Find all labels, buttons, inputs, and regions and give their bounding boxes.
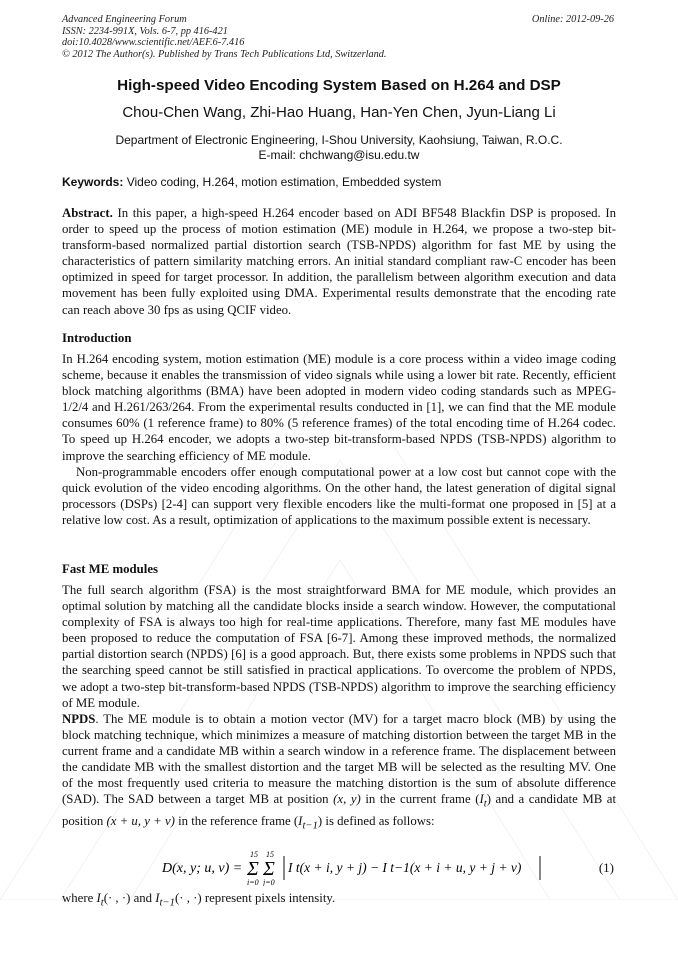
where-tail: represent pixels intensity.	[204, 891, 336, 905]
where-it1-sub: t−1	[159, 897, 175, 909]
abstract	[62, 205, 616, 318]
journal-header	[62, 14, 614, 60]
sum-icon-2: Σ	[263, 858, 275, 880]
eq-body: I t(x + i, y + j) − I t−1(x + i + u, y + j + v)	[288, 860, 522, 875]
where-text: where	[62, 891, 94, 905]
position-xy: (x, y)	[333, 792, 361, 807]
equation-1	[62, 850, 616, 886]
affiliation	[62, 133, 616, 163]
email-line: E-mail: chchwang@isu.edu.tw	[258, 148, 420, 162]
issn-line: ISSN: 2234-991X, Vols. 6-7, pp 416-421	[62, 25, 228, 37]
frame-it1: I	[298, 813, 303, 828]
affiliation-line: Department of Electronic Engineering, I-Shou University, Kaohsiung, Taiwan, R.O.C.	[115, 133, 563, 147]
where-and: and	[133, 891, 153, 905]
npds-label: NPDS	[62, 711, 96, 726]
where-args-2: (· , ·)	[175, 891, 202, 905]
keywords	[62, 175, 616, 189]
eq-sum-bot-2: j=0	[263, 878, 275, 886]
doi-line: doi:10.4028/www.scientific.net/AEF.6-7.416	[62, 37, 245, 48]
npds-text-3: ) and a candidate MB at position	[62, 792, 617, 828]
equation-graphic	[62, 850, 542, 886]
paper-authors: Chou-Chen Wang, Zhi-Hao Huang, Han-Yen Chen, Jyun-Liang Li	[122, 104, 556, 121]
introduction-paragraph-2: Non-programmable encoders offer enough computational power at a low cost but cannot cope with the quick evolution of the video encoding algorithms. On the other hand, the latest generation of digital signal processors (DSPs) [2-4] can support very flexible encoders like the multi-format one proposed in [5] at a relative low cost. As a result, optimization of applications to the maximum possible extent is necessary.	[62, 464, 616, 527]
abstract-text: In this paper, a high-speed H.264 encoder based on ADI BF548 Blackfin DSP is proposed. In order to speed up the process of motion estimation (ME) module in H.264, we propose a two-step bit-transform-based normalized partial distortion search (TSB-NPDS) algorithm for fast ME by using the characteristics of pattern similarity matching errors. An initial standard compliant raw-C encoder has been optimized in speed for target processor. In addition, the parallelism between algorithm execution and data movement has been fully exploited using DMA. Experimental results demonstrate that the encoding rate can reach above 30 fps as using QCIF video.	[62, 206, 616, 317]
npds-text: . The ME module is to obtain a motion vector (MV) for a target macro block (MB) by using the block matching technique, which minimizes a measure of matching distortion between the target MB in the current frame and a candidate MB within a search window in a reference frame. The displacement between the candidate MB with the smallest distortion and the target MB will be selected as the resulting MV. One of the most frequently used criteria to measure the matching distortion is the sum of absolute difference (SAD). The SAD between a target MB at position	[62, 711, 616, 807]
frame-it: I	[479, 792, 484, 807]
eq-sum-top-1: 15	[250, 850, 258, 859]
introduction-body	[62, 351, 616, 528]
sum-icon-1: Σ	[247, 858, 259, 880]
abstract-label: Abstract.	[62, 206, 113, 220]
equation-number: (1)	[598, 860, 614, 875]
where-args-1: (· , ·)	[103, 891, 131, 905]
npds-paragraph	[62, 711, 616, 835]
defined-text: is defined as follows:	[325, 813, 435, 828]
where-it1: I	[155, 891, 160, 905]
npds-text-2: in the current frame (	[365, 792, 480, 807]
fast-me-heading: Fast ME modules	[62, 562, 158, 576]
keywords-text: Video coding, H.264, motion estimation, Embedded system	[126, 175, 442, 189]
online-date: Online: 2012-09-26	[531, 14, 614, 25]
frame-it1-sub: t−1	[302, 820, 318, 832]
frame-it-sub: t	[483, 798, 487, 810]
where-it-sub: t	[100, 897, 104, 909]
introduction-heading: Introduction	[62, 331, 132, 345]
where-it: I	[96, 891, 101, 905]
paper-title: High-speed Video Encoding System Based on H.264 and DSP	[117, 77, 561, 94]
introduction-paragraph-1: In H.264 encoding system, motion estimation (ME) module is a core process within a video image coding scheme, because it enables the transmission of video signals while using a lower bit rate. Recently, efficient block matching algorithms (BMA) have been adopted in modern video coding standards such as MPEG-1/2/4 and H.261/263/264. From the experimental results conducted in [1], we can find that the ME module consumes 60% (1 reference frame) to 80% (5 reference frames) of the total encoding time of H.264 codec. To speed up H.264 encoder, we adopts a two-step bit-transform-based NPDS (TSB-NPDS) algorithm to improve the searching efficiency of ME module.	[62, 352, 616, 463]
keywords-label: Keywords:	[62, 175, 124, 189]
eq-sum-top-2: 15	[266, 850, 274, 859]
journal-name: Advanced Engineering Forum	[62, 14, 187, 25]
eq-sum-bot-1: i=0	[247, 878, 259, 886]
copyright-line: © 2012 The Author(s). Published by Trans Tech Publications Ltd, Switzerland.	[62, 48, 387, 60]
where-line	[62, 890, 616, 912]
npds-text-4: in the reference frame (	[178, 813, 299, 828]
eq-lhs: D(x, y; u, v) =	[162, 861, 243, 876]
fast-me-paragraph-1: The full search algorithm (FSA) is the most straightforward BMA for ME module, which provides an optimal solution by matching all the candidate blocks inside a search window. However, the computational complexity of FSA is always too high for real-time applications. Therefore, many fast ME modules have been proposed to reduce the computation of FSA [6-7]. Among these improved methods, the normalized partial distortion search (NPDS) [6] is a good approach. But, there exists some problems in NPDS such that the searching speed cannot be still satisfied in practical applications. To overcome the problem of NPDS, we adopt a two-step bit-transform-based NPDS (TSB-NPDS) algorithm to improve the searching efficiency of ME module.	[62, 583, 616, 710]
position-xuyv: (x + u, y + v)	[106, 813, 175, 828]
fast-me-body	[62, 582, 616, 835]
npds-text-5: )	[317, 813, 323, 828]
